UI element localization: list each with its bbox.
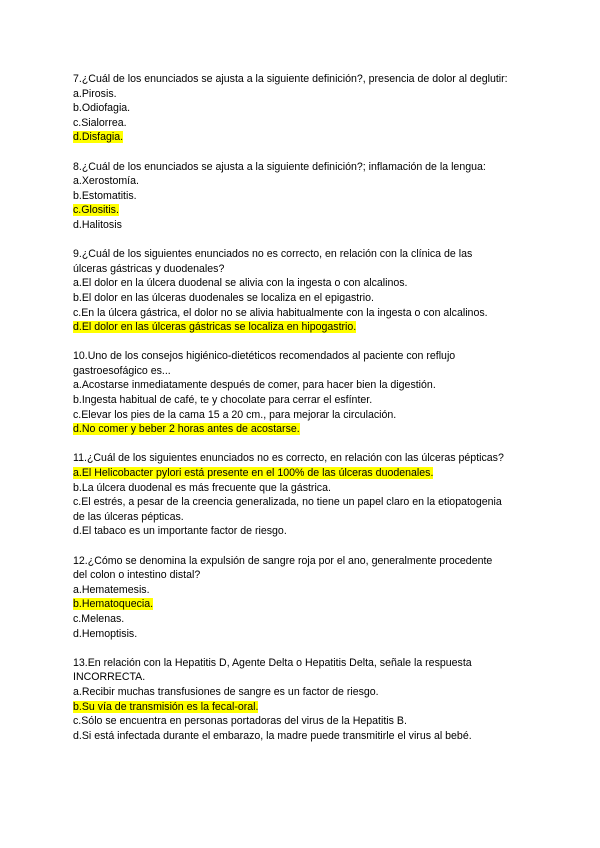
highlighted-answer: d.No comer y beber 2 horas antes de acostarse. — [73, 423, 300, 436]
option-c — [73, 495, 553, 510]
option-text: c.El estrés, a pesar de la creencia generalizada, no tiene un papel claro en la etiopatogenia — [73, 496, 502, 509]
question-stem-line: úlceras gástricas y duodenales? — [73, 262, 225, 275]
option-text: c.Sólo se encuentra en personas portadoras del virus de la Hepatitis B. — [73, 715, 407, 728]
option-text: b.El dolor en las úlceras duodenales se localiza en el epigastrio. — [73, 291, 374, 304]
option-d — [73, 218, 553, 233]
option-text: c.En la úlcera gástrica, el dolor no se alivia habitualmente con la ingesta o con alcalinos. — [73, 306, 488, 319]
question-stem-line: INCORRECTA. — [73, 671, 146, 684]
option-d — [73, 524, 553, 539]
question-10 — [73, 349, 553, 437]
option-d — [73, 130, 553, 145]
option-a — [73, 583, 553, 598]
option-c — [73, 714, 553, 729]
option-a — [73, 378, 553, 393]
highlighted-answer: b.Hematoquecia. — [73, 598, 154, 611]
highlighted-answer: a.El Helicobacter pylori está presente en el 100% de las úlceras duodenales. — [73, 467, 434, 480]
question-stem-line: del colon o intestino distal? — [73, 569, 201, 582]
option-b — [73, 700, 553, 715]
option-text: de las úlceras pépticas. — [73, 510, 184, 523]
option-b — [73, 291, 553, 306]
option-text: c.Sialorrea. — [73, 116, 127, 129]
option-a — [73, 174, 553, 189]
option-text: a.El dolor en la úlcera duodenal se alivia con la ingesta o con alcalinos. — [73, 277, 408, 290]
option-text: d.Si está infectada durante el embarazo, la madre puede transmitirle el virus al bebé. — [73, 729, 472, 742]
option-b — [73, 101, 553, 116]
highlighted-answer: d.El dolor en las úlceras gástricas se localiza en hipogastrio. — [73, 321, 357, 334]
question-11 — [73, 451, 553, 539]
option-a — [73, 466, 553, 481]
option-text: c.Elevar los pies de la cama 15 a 20 cm., para mejorar la circulación. — [73, 408, 397, 421]
question-stem-line: 13.En relación con la Hepatitis D, Agente Delta o Hepatitis Delta, señale la respuesta — [73, 656, 472, 669]
option-text: a.Acostarse inmediatamente después de comer, para hacer bien la digestión. — [73, 379, 436, 392]
question-7 — [73, 72, 553, 145]
question-stem-line: 9.¿Cuál de los siguientes enunciados no es correcto, en relación con la clínica de las — [73, 248, 473, 261]
option-text: b.Odiofagia. — [73, 102, 131, 115]
question-stem-line: 8.¿Cuál de los enunciados se ajusta a la siguiente definición?; inflamación de la lengua: — [73, 160, 486, 173]
option-text: b.Estomatitis. — [73, 189, 137, 202]
question-stem-line: 10.Uno de los consejos higiénico-dietéticos recomendados al paciente con reflujo — [73, 350, 456, 363]
question-stem-line: gastroesofágico es... — [73, 364, 171, 377]
option-c — [73, 306, 553, 321]
option-b — [73, 481, 553, 496]
option-a — [73, 276, 553, 291]
option-c — [73, 408, 553, 423]
option-text: d.El tabaco es un importante factor de riesgo. — [73, 525, 287, 538]
option-text: a.Recibir muchas transfusiones de sangre es un factor de riesgo. — [73, 685, 379, 698]
option-text: a.Hematemesis. — [73, 583, 150, 596]
option-c — [73, 116, 553, 131]
question-13 — [73, 656, 553, 744]
highlighted-answer: b.Su vía de transmisión es la fecal-oral. — [73, 700, 259, 713]
question-stem-line: 11.¿Cuál de los siguientes enunciados no es correcto, en relación con las úlceras pépticas? — [73, 452, 504, 465]
highlighted-answer: c.Glositis. — [73, 204, 119, 217]
option-a — [73, 685, 553, 700]
option-b — [73, 189, 553, 204]
option-c-continued — [73, 510, 553, 525]
question-12 — [73, 554, 553, 642]
option-text: d.Halitosis — [73, 218, 122, 231]
option-b — [73, 393, 553, 408]
document-page — [73, 72, 553, 758]
option-b — [73, 597, 553, 612]
option-text: b.La úlcera duodenal es más frecuente que la gástrica. — [73, 481, 331, 494]
question-8 — [73, 160, 553, 233]
option-text: d.Hemoptisis. — [73, 627, 138, 640]
option-c — [73, 203, 553, 218]
option-d — [73, 422, 553, 437]
highlighted-answer: d.Disfagia. — [73, 131, 124, 144]
option-text: c.Melenas. — [73, 612, 125, 625]
option-a — [73, 87, 553, 102]
option-d — [73, 729, 553, 744]
option-c — [73, 612, 553, 627]
option-d — [73, 320, 553, 335]
option-text: b.Ingesta habitual de café, te y chocolate para cerrar el esfínter. — [73, 394, 373, 407]
question-9 — [73, 247, 553, 335]
option-d — [73, 627, 553, 642]
question-stem-line: 12.¿Cómo se denomina la expulsión de sangre roja por el ano, generalmente procedente — [73, 554, 493, 567]
question-stem-line: 7.¿Cuál de los enunciados se ajusta a la siguiente definición?, presencia de dolor al deglutir: — [73, 73, 508, 85]
option-text: a.Xerostomía. — [73, 175, 139, 188]
option-text: a.Pirosis. — [73, 87, 117, 100]
